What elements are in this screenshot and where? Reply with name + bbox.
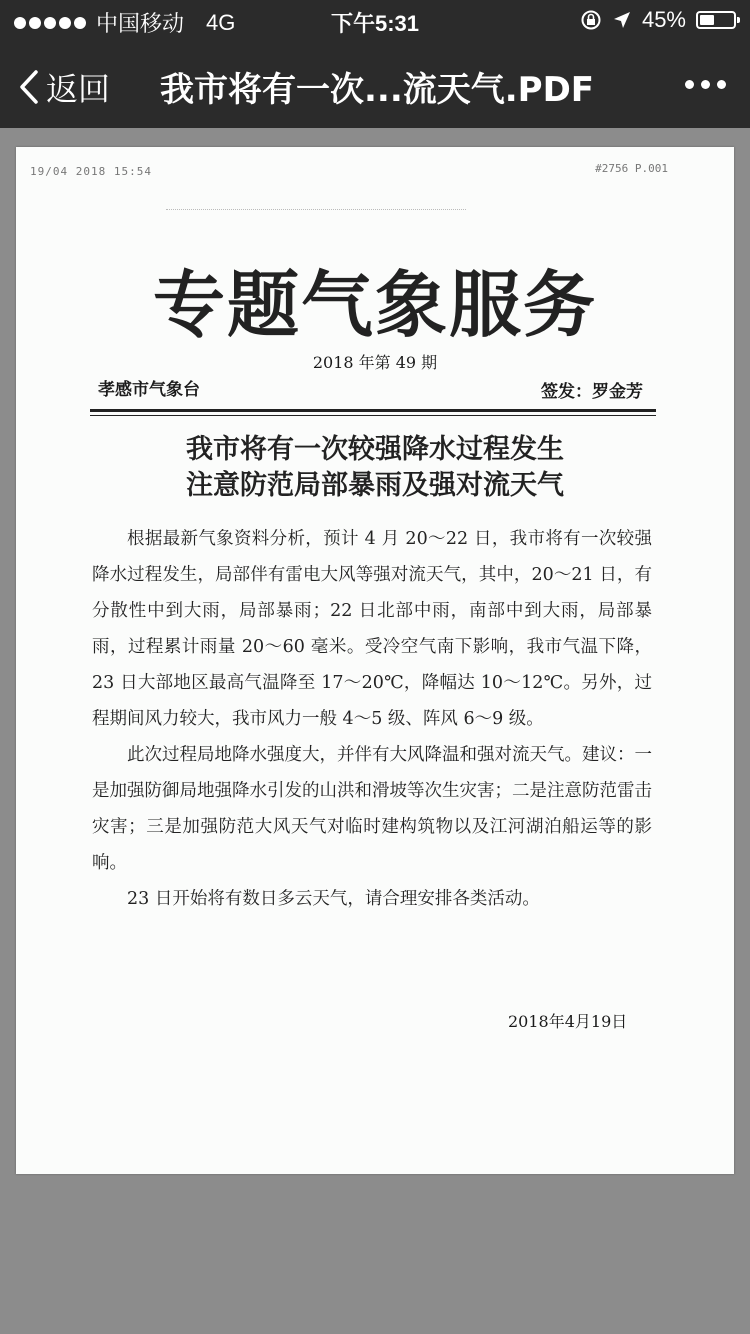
document-title: 专题气象服务 — [152, 262, 597, 347]
headline-line-2: 注意防范局部暴雨及强对流天气 — [186, 470, 564, 501]
organization: 孝感市气象台 — [98, 380, 200, 400]
fax-header-left: 19/04 2018 15:54 — [30, 165, 152, 178]
back-label: 返回 — [46, 70, 111, 108]
orientation-lock-icon — [580, 9, 602, 31]
battery-icon — [696, 11, 736, 29]
paragraph: 根据最新气象资料分析，预计 4 月 20～22 日，我市将有一次较强降水过程发生，局部伴有雷电大风等强对流天气，其中，20～21 日，有分散性中到大雨，局部暴雨；22 日北部中雨，南部中到大雨，局部暴雨，过程累计雨量 20～60 毫米。受冷空气南下影响，我市气温下降，23 日大部地区最高气温降至 17～20℃，降幅达 10～12℃。另外，过程期间风力较大，我市风力一般 4～5 级、阵风 6～9 级。 — [92, 529, 652, 729]
page-title: 我市将有一次...流天气.PDF — [160, 70, 595, 110]
document-body — [92, 521, 652, 917]
clock: 下午5:31 — [330, 11, 420, 36]
header-divider — [90, 409, 656, 412]
location-arrow-icon — [612, 10, 632, 30]
back-button[interactable] — [18, 64, 110, 110]
status-bar-right — [580, 7, 736, 33]
paragraph: 23 日开始将有数日多云天气，请合理安排各类活动。 — [127, 889, 540, 909]
navigation-bar — [0, 40, 750, 128]
battery-percent: 45% — [641, 7, 686, 32]
fax-header-right: #2756 P.001 — [595, 162, 668, 175]
status-bar — [0, 0, 750, 40]
battery-level — [700, 15, 714, 25]
signer: 签发：罗金芳 — [541, 382, 643, 402]
issue-date: 2018年4月19日 — [508, 1012, 628, 1031]
pdf-page[interactable] — [16, 147, 734, 1174]
header-divider-thin — [90, 415, 656, 416]
carrier-name: 中国移动 — [96, 11, 185, 36]
fax-scan-line — [166, 209, 466, 210]
headline-line-1: 我市将有一次较强降水过程发生 — [186, 434, 564, 465]
network-type: 4G — [206, 9, 236, 35]
more-options-icon[interactable] — [685, 80, 726, 89]
paragraph: 此次过程局地降水强度大，并伴有大风降温和强对流天气。建议：一是加强防御局地强降水引发的山洪和滑坡等次生灾害；二是注意防范雷击灾害；三是加强防范大风天气对临时建构筑物以及江河湖泊船运等的影响。 — [92, 745, 652, 873]
issue-number: 2018 年第 49 期 — [312, 353, 438, 372]
chevron-left-icon — [18, 69, 40, 105]
